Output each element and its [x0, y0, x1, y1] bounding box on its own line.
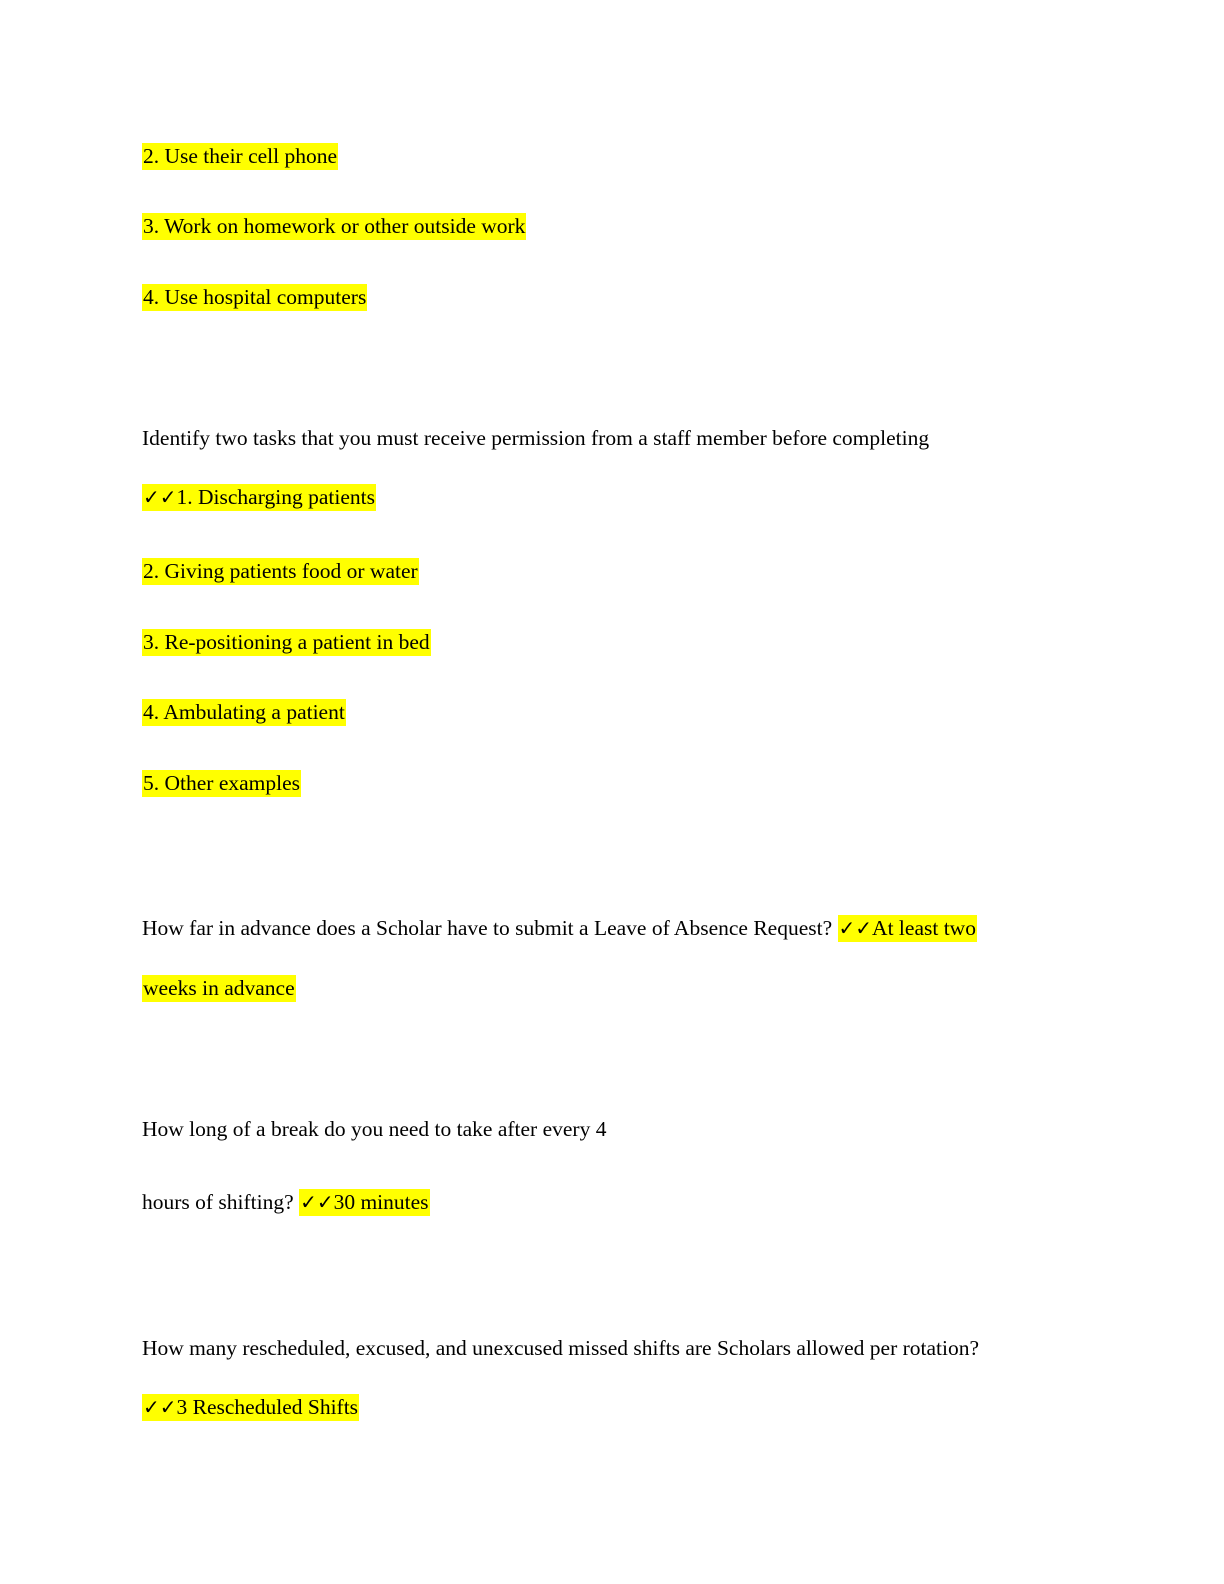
list-item	[142, 557, 419, 585]
list-item	[142, 142, 338, 170]
answer-text: 3 Rescheduled Shifts	[176, 1395, 359, 1419]
check-icon: ✓✓	[143, 485, 177, 509]
highlighted-answer: 4. Ambulating a patient	[143, 700, 345, 724]
question-leave	[142, 914, 977, 942]
highlighted-answer	[299, 1189, 429, 1216]
list-item	[142, 283, 367, 311]
highlighted-answer	[838, 915, 977, 942]
answer-text: At least two	[872, 916, 976, 940]
question-permission: Identify two tasks that you must receive permission from a staff member before completing	[142, 426, 930, 450]
highlighted-answer: 2. Use their cell phone	[143, 144, 338, 168]
question-text: hours of shifting?	[142, 1190, 300, 1214]
check-icon: ✓✓	[838, 916, 873, 940]
highlighted-answer: 4. Use hospital computers	[143, 285, 367, 309]
check-icon: ✓✓	[143, 1395, 177, 1419]
highlighted-answer: 5. Other examples	[143, 771, 301, 795]
list-item	[142, 483, 376, 511]
question-text: How far in advance does a Scholar have to submit a Leave of Absence Request?	[142, 916, 838, 940]
question-break-line2	[142, 1188, 430, 1216]
highlighted-answer: weeks in advance	[143, 976, 295, 1000]
list-item	[142, 769, 301, 797]
list-item	[142, 1393, 359, 1421]
answer-text: 1. Discharging patients	[176, 485, 375, 509]
answer-continuation	[142, 974, 296, 1002]
highlighted-answer	[142, 1394, 359, 1421]
list-item	[142, 628, 431, 656]
highlighted-answer: 3. Re-positioning a patient in bed	[143, 630, 430, 654]
list-item	[142, 698, 346, 726]
list-item	[142, 212, 526, 240]
highlighted-answer: 3. Work on homework or other outside work	[143, 214, 526, 238]
check-icon: ✓✓	[300, 1190, 334, 1214]
question-shifts: How many rescheduled, excused, and unexcused missed shifts are Scholars allowed per rotation?	[142, 1336, 980, 1360]
question-break-line1: How long of a break do you need to take after every 4	[142, 1117, 607, 1141]
answer-text: 30 minutes	[333, 1190, 429, 1214]
highlighted-answer: 2. Giving patients food or water	[143, 559, 418, 583]
highlighted-answer	[142, 484, 376, 511]
